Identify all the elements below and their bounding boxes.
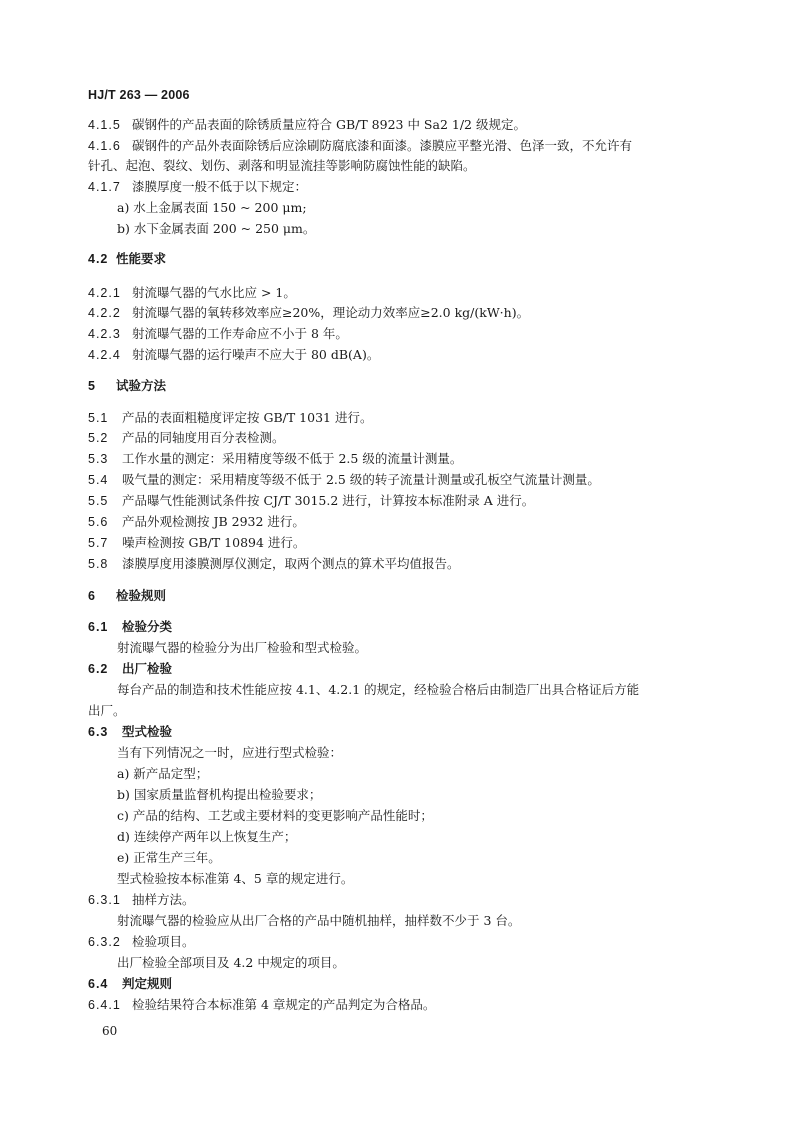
clause-number: 5.6 (88, 515, 109, 529)
list-item-d: d) 连续停产两年以上恢复生产； (117, 829, 297, 844)
clause-number: 4.1.7 (88, 180, 121, 194)
clause-number: 5.7 (88, 536, 109, 550)
list-item-c: c) 产品的结构、工艺或主要材料的变更影响产品性能时； (117, 808, 433, 823)
paragraph-6-1: 射流曝气器的检验分为出厂检验和型式检验。 (117, 640, 368, 655)
section-title: 试验方法 (116, 379, 167, 393)
clause-4-2-3 (88, 324, 348, 344)
list-item-a: a) 新产品定型； (117, 766, 209, 781)
section-number: 6.2 (88, 662, 109, 676)
section-title: 型式检验 (122, 725, 173, 739)
clause-4-2-4 (88, 345, 379, 365)
clause-5-3 (88, 449, 462, 469)
clause-4-1-7 (88, 177, 307, 197)
clause-4-1-5 (88, 115, 526, 135)
list-item-b: b) 国家质量监督机构提出检验要求； (117, 787, 322, 802)
section-6-4-heading (88, 974, 172, 994)
clause-number: 5.3 (88, 452, 109, 466)
clause-text: 工作水量的测定：采用精度等级不低于 2.5 级的流量计测量。 (122, 451, 463, 466)
clause-number: 4.2.1 (88, 286, 121, 300)
section-number: 6 (88, 589, 96, 603)
clause-text: 检验结果符合本标准第 4 章规定的产品判定为合格品。 (132, 997, 436, 1012)
clause-title: 抽样方法。 (132, 892, 195, 907)
clause-number: 6.3.1 (88, 893, 121, 907)
clause-text: 产品的表面粗糙度评定按 GB/T 1031 进行。 (122, 410, 373, 425)
clause-number: 5.4 (88, 473, 109, 487)
section-6-3-heading (88, 722, 172, 742)
clause-4-2-2 (88, 303, 529, 323)
section-title: 出厂检验 (122, 662, 173, 676)
paragraph-6-3-closing: 型式检验按本标准第 4、5 章的规定进行。 (117, 871, 354, 886)
paragraph-6-2: 每台产品的制造和技术性能应按 4.1、4.2.1 的规定，经检验合格后由制造厂出具合格证后方能 (117, 682, 640, 697)
section-6-heading (88, 586, 166, 606)
clause-number: 4.2.2 (88, 306, 121, 320)
clause-6-3-2 (88, 932, 195, 952)
clause-text: 漆膜厚度一般不低于以下规定： (132, 179, 308, 194)
section-number: 6.1 (88, 620, 109, 634)
clause-number: 5.8 (88, 557, 109, 571)
clause-text: 噪声检测按 GB/T 10894 进行。 (122, 535, 306, 550)
clause-5-7 (88, 533, 305, 553)
clause-text: 漆膜厚度用漆膜测厚仪测定，取两个测点的算术平均值报告。 (122, 556, 460, 571)
clause-text: 射流曝气器的运行噪声不应大于 80 dB(A)。 (132, 347, 380, 362)
section-number: 6.3 (88, 725, 109, 739)
paragraph-6-3-2: 出厂检验全部项目及 4.2 中规定的项目。 (117, 955, 345, 970)
section-title: 检验规则 (116, 589, 167, 603)
section-number: 4.2 (88, 252, 109, 266)
clause-title: 检验项目。 (132, 934, 195, 949)
clause-text: 射流曝气器的氧转移效率应≥20%，理论动力效率应≥2.0 kg/(kW·h)。 (132, 305, 530, 320)
section-title: 性能要求 (116, 252, 167, 266)
clause-4-2-1 (88, 283, 296, 303)
clause-number: 4.2.4 (88, 348, 121, 362)
paragraph-6-2-cont: 出厂。 (88, 703, 126, 718)
doc-code-header: HJ/T 263 — 2006 (88, 88, 190, 102)
list-item-e: e) 正常生产三年。 (117, 850, 221, 865)
section-number: 5 (88, 379, 96, 393)
page-number: 60 (102, 1024, 118, 1038)
clause-6-4-1 (88, 995, 435, 1015)
section-4-2-heading (88, 249, 166, 269)
clause-5-4 (88, 470, 600, 490)
clause-number: 5.2 (88, 431, 109, 445)
clause-number: 4.1.6 (88, 139, 121, 153)
list-item-a: a) 水上金属表面 150 ~ 200 μm; (117, 200, 307, 215)
clause-number: 4.2.3 (88, 327, 121, 341)
section-title: 判定规则 (122, 977, 173, 991)
clause-text: 产品曝气性能测试条件按 CJ/T 3015.2 进行，计算按本标准附录 A 进行。 (122, 493, 535, 508)
section-6-1-heading (88, 617, 172, 637)
clause-text: 产品的同轴度用百分表检测。 (122, 430, 285, 445)
list-item-b: b) 水下金属表面 200 ~ 250 μm。 (117, 221, 316, 236)
clause-5-2 (88, 428, 285, 448)
section-number: 6.4 (88, 977, 109, 991)
clause-number: 5.1 (88, 411, 109, 425)
clause-text: 射流曝气器的工作寿命应不小于 8 年。 (132, 326, 348, 341)
clause-text: 碳钢件的产品表面的除锈质量应符合 GB/T 8923 中 Sa2 1/2 级规定。 (132, 117, 526, 132)
clause-text: 吸气量的测定：采用精度等级不低于 2.5 级的转子流量计测量或孔板空气流量计测量。 (122, 472, 600, 487)
clause-number: 4.1.5 (88, 118, 121, 132)
clause-number: 6.3.2 (88, 935, 121, 949)
clause-4-1-6-cont (88, 156, 476, 176)
clause-4-1-6 (88, 136, 632, 156)
paragraph-6-3-1: 射流曝气器的检验应从出厂合格的产品中随机抽样，抽样数不少于 3 台。 (117, 913, 521, 928)
section-6-2-heading (88, 659, 172, 679)
clause-5-5 (88, 491, 534, 511)
clause-text: 针孔、起泡、裂纹、划伤、剥落和明显流挂等影响防腐蚀性能的缺陷。 (88, 158, 476, 173)
clause-text: 碳钢件的产品外表面除锈后应涂刷防腐底漆和面漆。漆膜应平整光滑、色泽一致，不允许有 (132, 138, 633, 153)
section-title: 检验分类 (122, 620, 173, 634)
clause-6-3-1 (88, 890, 195, 910)
clause-number: 5.5 (88, 494, 109, 508)
clause-5-6 (88, 512, 305, 532)
clause-text: 产品外观检测按 JB 2932 进行。 (122, 514, 305, 529)
clause-number: 6.4.1 (88, 998, 121, 1012)
section-5-heading (88, 376, 166, 396)
clause-5-8 (88, 554, 460, 574)
clause-text: 射流曝气器的气水比应 > 1。 (132, 285, 296, 300)
clause-5-1 (88, 408, 372, 428)
paragraph-6-3-intro: 当有下列情况之一时，应进行型式检验： (117, 745, 343, 760)
